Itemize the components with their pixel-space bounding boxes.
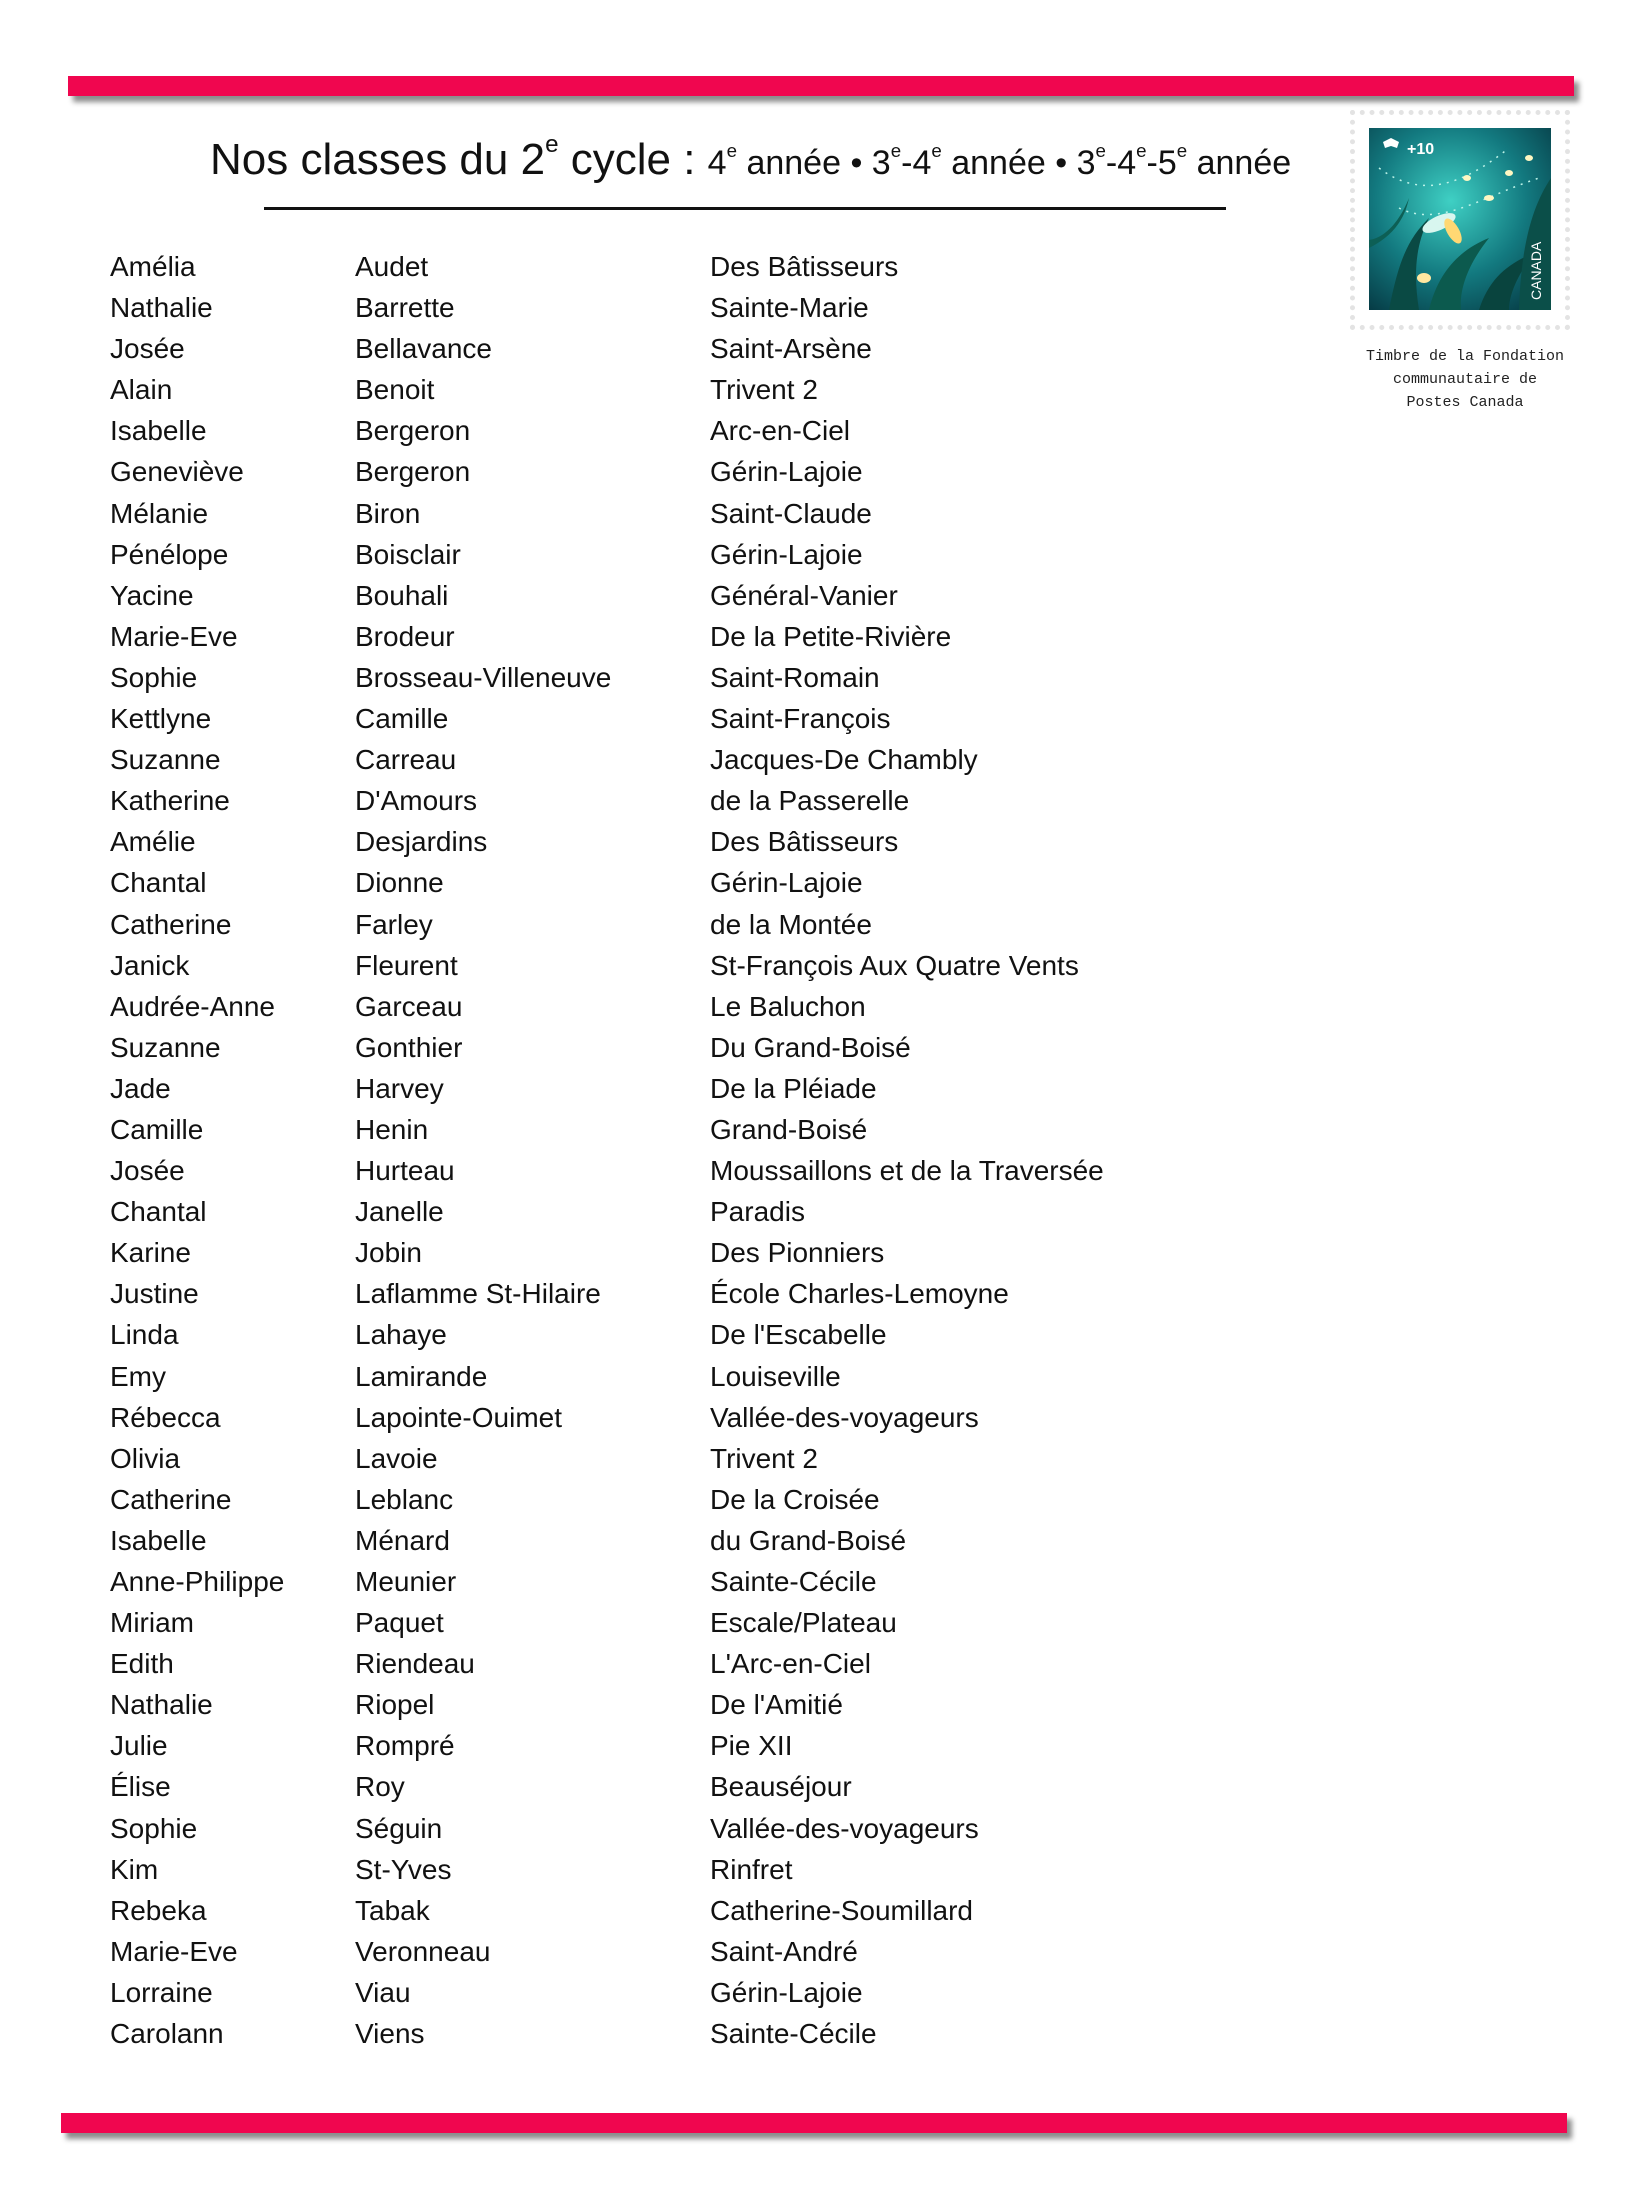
teacher-first-name: Sophie bbox=[110, 661, 198, 693]
school-name: Du Grand-Boisé bbox=[710, 1031, 911, 1063]
school-name: Gérin-Lajoie bbox=[710, 456, 863, 488]
teacher-last-name: Riendeau bbox=[355, 1648, 475, 1680]
school-name: Gérin-Lajoie bbox=[710, 538, 863, 570]
teacher-last-name: Camille bbox=[355, 703, 449, 735]
school-name: Paradis bbox=[710, 1196, 805, 1228]
school-name: Pie XII bbox=[710, 1730, 793, 1762]
title-underline bbox=[264, 207, 1226, 210]
teacher-last-name: Garceau bbox=[355, 990, 463, 1022]
teacher-first-name: Miriam bbox=[110, 1607, 194, 1639]
teacher-first-name: Lorraine bbox=[110, 1976, 213, 2008]
teacher-first-name: Suzanne bbox=[110, 744, 221, 776]
school-name: Catherine-Soumillard bbox=[710, 1894, 974, 1926]
title-grades: 4e année • 3e-4e année • 3e-4e-5e année bbox=[707, 140, 1292, 182]
teacher-first-name: Alain bbox=[110, 374, 173, 406]
school-name: Trivent 2 bbox=[710, 374, 818, 406]
teacher-first-name: Marie-Eve bbox=[110, 620, 238, 652]
stamp-caption: Timbre de la Fondation communautaire de Postes Canada bbox=[1365, 348, 1565, 411]
school-name: Sainte-Cécile bbox=[710, 2018, 877, 2050]
teacher-first-name: Josée bbox=[110, 333, 185, 365]
school-name: Des Bâtisseurs bbox=[710, 251, 899, 282]
teacher-last-name: Lamirande bbox=[355, 1360, 488, 1392]
school-name: Escale/Plateau bbox=[710, 1607, 897, 1639]
teacher-last-name: Harvey bbox=[355, 1072, 444, 1104]
teacher-last-name: Bellavance bbox=[355, 333, 492, 365]
teacher-first-name: Geneviève bbox=[110, 456, 244, 488]
school-name: De l'Amitié bbox=[710, 1689, 843, 1721]
school-name: Saint-André bbox=[710, 1935, 858, 1967]
school-name: Gérin-Lajoie bbox=[710, 867, 863, 899]
teacher-first-name: Mélanie bbox=[110, 497, 209, 529]
teacher-first-name: Amélia bbox=[110, 251, 196, 282]
school-name: Des Bâtisseurs bbox=[710, 826, 899, 858]
teacher-last-name: Fleurent bbox=[355, 949, 458, 981]
teacher-last-name: St-Yves bbox=[355, 1853, 452, 1885]
school-name: Saint-Romain bbox=[710, 661, 880, 693]
school-name: Rinfret bbox=[710, 1853, 793, 1885]
school-name: De l'Escabelle bbox=[710, 1319, 887, 1351]
teacher-first-name: Olivia bbox=[110, 1442, 181, 1474]
teacher-last-name: Carreau bbox=[355, 744, 457, 776]
teacher-last-name: Lapointe-Ouimet bbox=[355, 1401, 563, 1433]
teacher-last-name: Audet bbox=[355, 251, 429, 282]
teacher-first-name: Catherine bbox=[110, 908, 232, 940]
teacher-last-name: Biron bbox=[355, 497, 421, 529]
teacher-last-name: Henin bbox=[355, 1113, 429, 1145]
teacher-last-name: Viau bbox=[355, 1976, 411, 2008]
school-name: Arc-en-Ciel bbox=[710, 415, 851, 447]
school-name: Beauséjour bbox=[710, 1771, 852, 1803]
teacher-first-name: Chantal bbox=[110, 1196, 207, 1228]
teacher-last-name: Boisclair bbox=[355, 538, 461, 570]
teacher-last-name: Roy bbox=[355, 1771, 405, 1803]
teacher-first-name: Amélie bbox=[110, 826, 196, 858]
teacher-first-name: Kim bbox=[110, 1853, 159, 1885]
teacher-first-name: Marie-Eve bbox=[110, 1935, 238, 1967]
school-name: L'Arc-en-Ciel bbox=[710, 1648, 871, 1680]
school-name: Jacques-De Chambly bbox=[710, 744, 978, 776]
school-name: Sainte-Cécile bbox=[710, 1566, 877, 1597]
school-name: Saint-Claude bbox=[710, 497, 872, 529]
teacher-last-name: Veronneau bbox=[355, 1935, 491, 1967]
stamp-artwork bbox=[1369, 128, 1551, 310]
teacher-last-name: Lahaye bbox=[355, 1319, 447, 1351]
teacher-first-name: Carolann bbox=[110, 2018, 224, 2050]
teacher-first-name: Rebeka bbox=[110, 1894, 207, 1926]
teacher-last-name: Bergeron bbox=[355, 456, 471, 488]
teacher-first-name: Yacine bbox=[110, 579, 194, 611]
teacher-first-name: Suzanne bbox=[110, 1031, 221, 1063]
school-name: Trivent 2 bbox=[710, 1442, 818, 1474]
teacher-last-name: Jobin bbox=[355, 1237, 422, 1269]
teacher-last-name: Viens bbox=[355, 2018, 425, 2050]
teacher-first-name: Katherine bbox=[110, 785, 230, 817]
teacher-first-name: Chantal bbox=[110, 867, 207, 899]
teacher-last-name: Brosseau-Villeneuve bbox=[355, 661, 612, 693]
teacher-first-name: Emy bbox=[110, 1360, 166, 1392]
school-name: Grand-Boisé bbox=[710, 1113, 868, 1145]
teacher-first-name: Kettlyne bbox=[110, 703, 212, 735]
teacher-first-name: Audrée-Anne bbox=[110, 990, 276, 1022]
teacher-first-name: Linda bbox=[110, 1319, 179, 1351]
school-name: Saint-François bbox=[710, 703, 891, 735]
teacher-first-name: Élise bbox=[110, 1771, 171, 1803]
teacher-first-name: Isabelle bbox=[110, 415, 207, 447]
school-name: De la Pléiade bbox=[710, 1072, 877, 1104]
teacher-first-name: Rébecca bbox=[110, 1401, 221, 1433]
teacher-last-name: Dionne bbox=[355, 867, 444, 899]
teacher-last-name: Barrette bbox=[355, 292, 455, 324]
school-name: du Grand-Boisé bbox=[710, 1524, 907, 1556]
school-name: Moussaillons et de la Traversée bbox=[710, 1155, 1104, 1187]
page-title bbox=[210, 130, 1320, 193]
postage-stamp bbox=[1350, 110, 1570, 330]
teacher-first-name: Janick bbox=[110, 949, 190, 981]
teacher-last-name: Meunier bbox=[355, 1566, 457, 1597]
teacher-first-name: Jade bbox=[110, 1072, 171, 1104]
teacher-last-name: Leblanc bbox=[355, 1483, 454, 1515]
teacher-last-name: Bouhali bbox=[355, 579, 449, 611]
teacher-last-name: Desjardins bbox=[355, 826, 488, 858]
teacher-first-name: Pénélope bbox=[110, 538, 229, 570]
teacher-last-name: Tabak bbox=[355, 1894, 430, 1926]
teacher-last-name: D'Amours bbox=[355, 785, 478, 817]
school-name: Saint-Arsène bbox=[710, 333, 872, 365]
teacher-last-name: Laflamme St-Hilaire bbox=[355, 1278, 601, 1310]
top-accent-bar bbox=[68, 76, 1574, 96]
teacher-first-name: Isabelle bbox=[110, 1524, 207, 1556]
teacher-last-name: Benoit bbox=[355, 374, 435, 406]
school-name: Des Pionniers bbox=[710, 1237, 885, 1269]
school-name: Sainte-Marie bbox=[710, 292, 869, 324]
school-name: De la Petite-Rivière bbox=[710, 620, 952, 652]
teacher-last-name: Ménard bbox=[355, 1524, 450, 1556]
teacher-last-name: Bergeron bbox=[355, 415, 471, 447]
teacher-last-name: Paquet bbox=[355, 1607, 444, 1639]
teacher-first-name: Edith bbox=[110, 1648, 174, 1680]
school-name: Général-Vanier bbox=[710, 579, 898, 611]
teacher-first-name: Nathalie bbox=[110, 292, 213, 324]
teacher-first-name: Julie bbox=[110, 1730, 168, 1762]
school-name: Vallée-des-voyageurs bbox=[710, 1812, 979, 1844]
school-name: St-François Aux Quatre Vents bbox=[710, 949, 1079, 981]
stamp-value: +10 bbox=[1407, 141, 1435, 158]
school-name: École Charles-Lemoyne bbox=[710, 1278, 1009, 1310]
school-name: Gérin-Lajoie bbox=[710, 1976, 863, 2008]
teacher-first-name: Sophie bbox=[110, 1812, 198, 1844]
title-main: Nos classes du 2e cycle : bbox=[210, 131, 708, 184]
teacher-first-name: Anne-Philippe bbox=[110, 1566, 285, 1597]
teacher-last-name: Séguin bbox=[355, 1812, 443, 1844]
teacher-last-name: Rompré bbox=[355, 1730, 455, 1762]
teacher-last-name: Farley bbox=[355, 908, 433, 940]
school-name: de la Passerelle bbox=[710, 785, 910, 817]
teacher-first-name: Camille bbox=[110, 1113, 204, 1145]
teacher-first-name: Justine bbox=[110, 1278, 199, 1310]
stamp-country: CANADA bbox=[1528, 241, 1544, 300]
teacher-last-name: Riopel bbox=[355, 1689, 435, 1721]
bottom-accent-bar bbox=[61, 2113, 1567, 2133]
teacher-last-name: Gonthier bbox=[355, 1031, 463, 1063]
teacher-first-name: Josée bbox=[110, 1155, 185, 1187]
teacher-last-name: Brodeur bbox=[355, 620, 455, 652]
school-name: Le Baluchon bbox=[710, 990, 866, 1022]
school-name: De la Croisée bbox=[710, 1483, 880, 1515]
teacher-last-name: Hurteau bbox=[355, 1155, 455, 1187]
teacher-first-name: Nathalie bbox=[110, 1689, 213, 1721]
school-name: Vallée-des-voyageurs bbox=[710, 1401, 979, 1433]
school-name: Louiseville bbox=[710, 1360, 841, 1392]
teacher-last-name: Janelle bbox=[355, 1196, 444, 1228]
teacher-first-name: Karine bbox=[110, 1237, 191, 1269]
teacher-last-name: Lavoie bbox=[355, 1442, 438, 1474]
school-name: de la Montée bbox=[710, 908, 872, 940]
teacher-first-name: Catherine bbox=[110, 1483, 232, 1515]
